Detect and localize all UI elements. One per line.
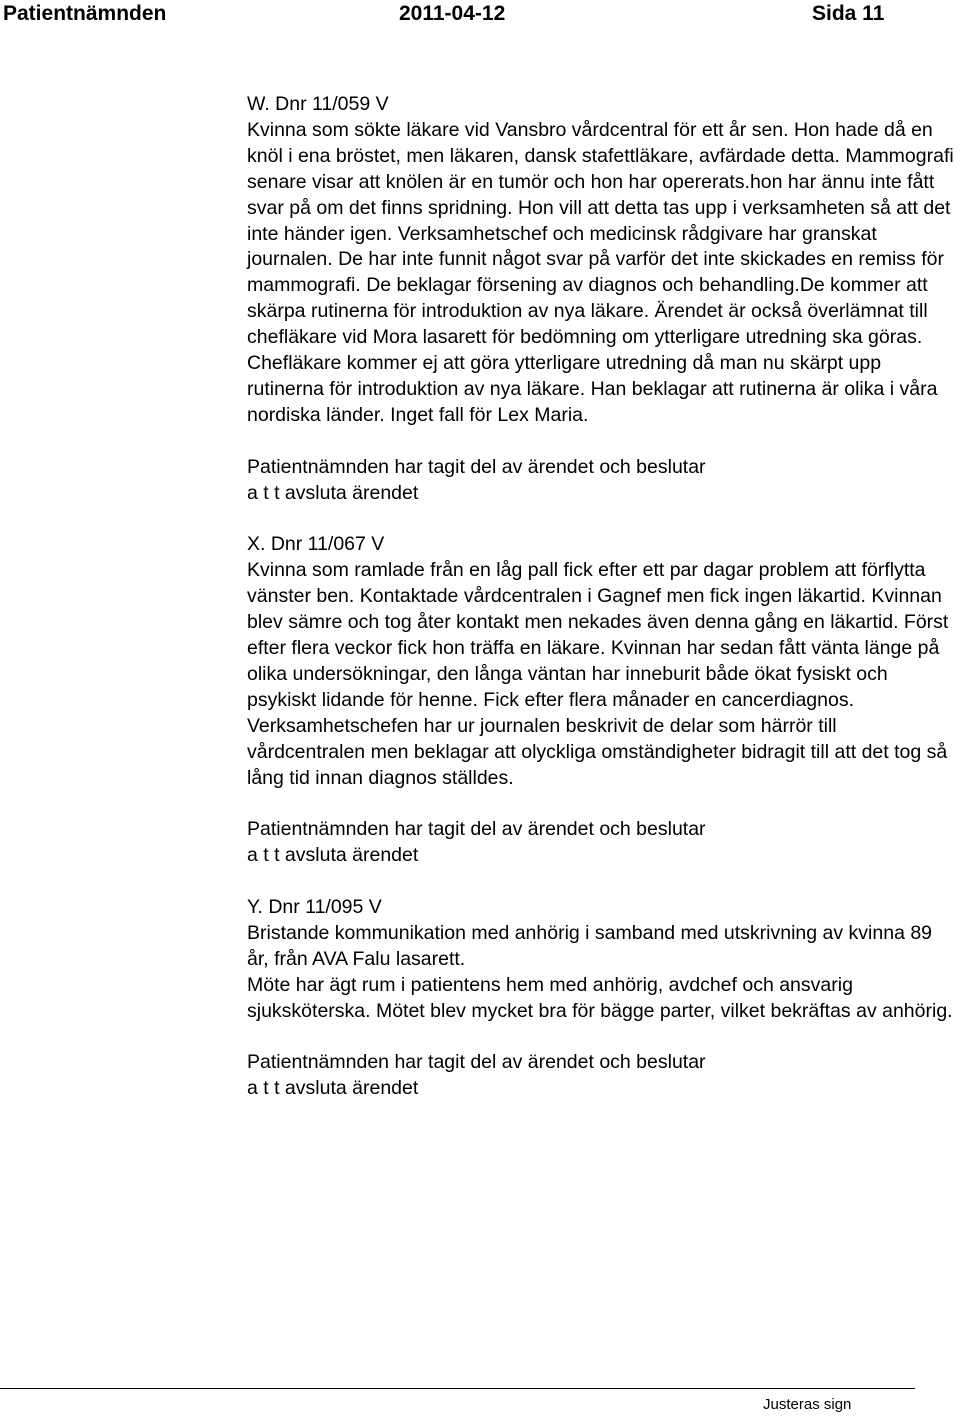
case-paragraph: Kvinna som ramlade från en låg pall fick efter ett par dagar problem att förflytta vänster ben. Kontaktade vårdcentralen i Gagnef men fick ingen läkartid. Kvinnan blev sämre och tog åter kontakt men nekades även denna gång en läkartid. Först efter flera veckor fick hon träffa en läkare. Kvinnan har sedan fått vänta länge på olika undersökningar, den långa väntan har inneburit både ökat fysiskt och psykiskt lidande för henne. Fick efter flera månader en cancerdiagnos.	[247, 559, 949, 711]
header-page-number: Sida 11	[812, 2, 885, 25]
case-heading: X. Dnr 11/067 V	[247, 533, 385, 556]
header-date: 2011-04-12	[399, 2, 506, 25]
case-y	[247, 895, 957, 1102]
case-paragraph: Möte har ägt rum i patientens hem med anhörig, avdchef och ansvarig sjuksköterska. Mötet blev mycket bra för bägge parter, vilket bekräftas av anhörig.	[247, 973, 953, 1022]
case-heading: W. Dnr 11/059 V	[247, 93, 389, 115]
case-w	[247, 92, 957, 506]
signature-line	[0, 1388, 915, 1389]
decision-outcome: a t t avsluta ärendet	[247, 844, 419, 867]
case-paragraph: Bristande kommunikation med anhörig i samband med utskrivning av kvinna 89 år, från AVA Falu lasarett.	[247, 921, 933, 970]
header-title: Patientnämnden	[3, 2, 167, 25]
signature-label: Justeras sign	[763, 1396, 852, 1413]
decision-line: Patientnämnden har tagit del av ärendet och beslutar	[247, 455, 706, 478]
case-paragraph: Kvinna som sökte läkare vid Vansbro vårdcentral för ett år sen. Hon hade då en knöl i ena bröstet, men läkaren, dansk stafettläkare, avfärdade detta. Mammografi senare visar att knölen är en tumör och hon har opererats.hon har ännu inte fått svar på om det finns spridning. Hon vill att detta tas upp i verksamheten så att det inte händer igen. Verksamhetschef och medicinsk rådgivare har granskat journalen. De har inte funnit något svar på varför det inte skickades en remiss för mammografi. De beklagar försening av diagnos och behandling.De kommer att skärpa rutinerna för introduktion av nya läkare. Ärendet är också överlämnat till chefläkare vid Mora lasarett för bedömning om ytterligare utredning ska göras. Chefläkare kommer ej att göra ytterligare utredning då man nu skärpt upp rutinerna för introduktion av nya läkare. Han beklagar att rutinerna är olika i våra nordiska länder. Inget fall för Lex Maria.	[247, 118, 954, 426]
decision-outcome: a t t avsluta ärendet	[247, 1077, 419, 1100]
document-body	[247, 92, 957, 1102]
decision-line: Patientnämnden har tagit del av ärendet och beslutar	[247, 1051, 706, 1074]
case-x	[247, 532, 957, 869]
case-paragraph: Verksamhetschefen har ur journalen beskrivit de delar som härrör till vårdcentralen men beklagar att olyckliga omständigheter bidragit till att det tog så lång tid innan diagnos ställdes.	[247, 714, 948, 789]
decision-outcome: a t t avsluta ärendet	[247, 481, 419, 504]
case-heading: Y. Dnr 11/095 V	[247, 896, 382, 919]
decision-line: Patientnämnden har tagit del av ärendet och beslutar	[247, 818, 706, 841]
